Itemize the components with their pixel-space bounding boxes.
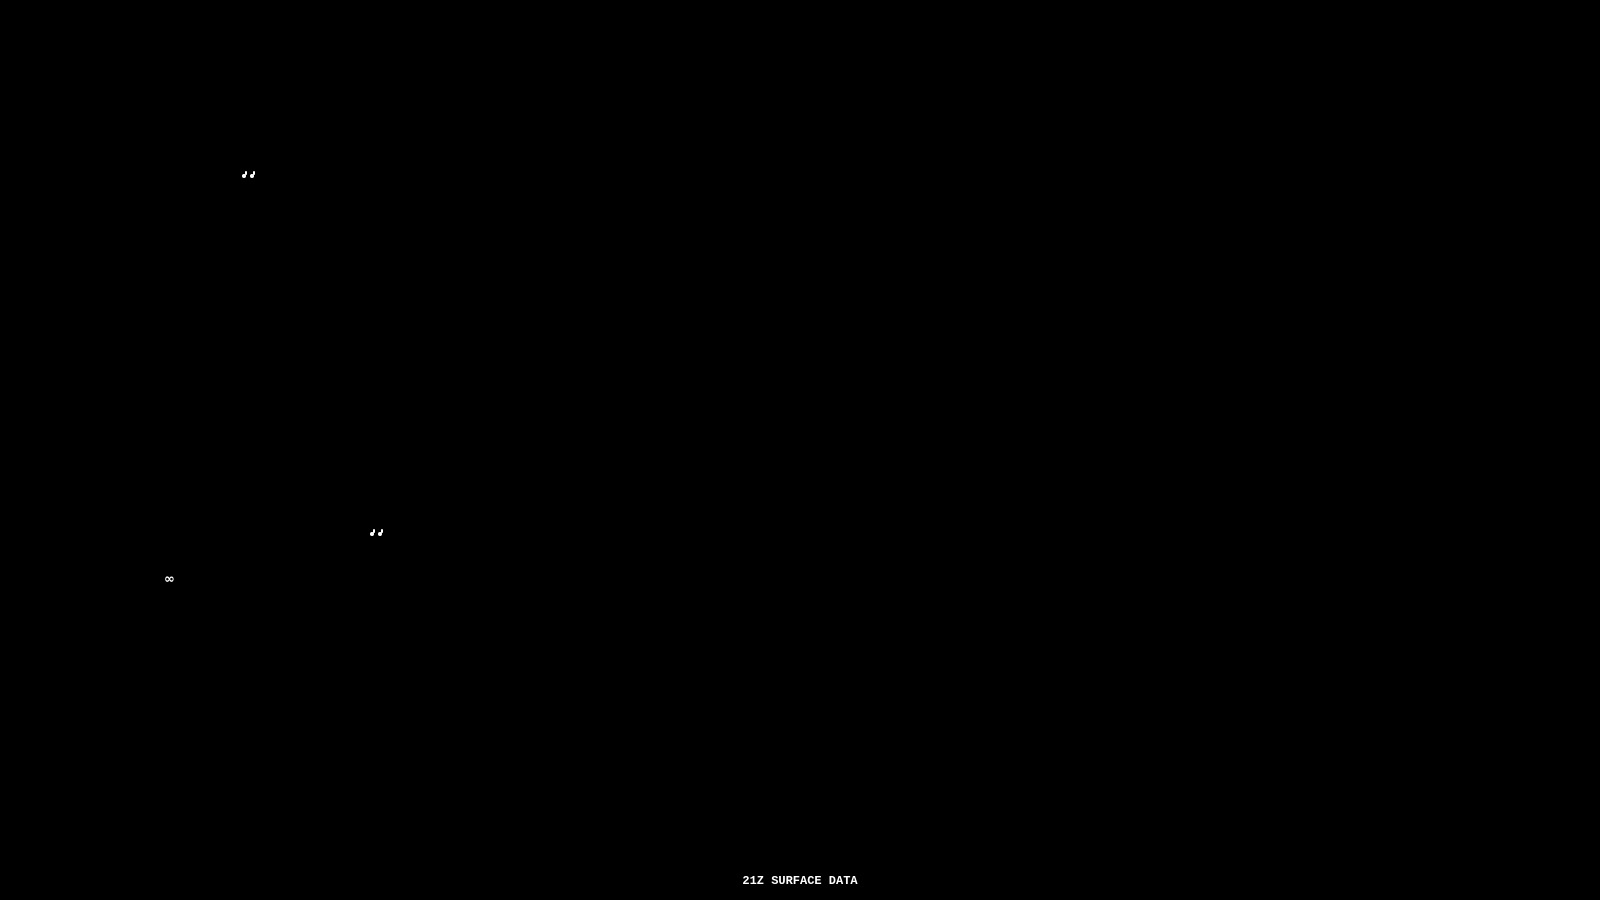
drizzle-comma-icon: [370, 529, 375, 536]
drizzle-comma-icon: [378, 529, 383, 536]
drizzle-comma-icon: [242, 171, 247, 178]
light-drizzle-symbol: [242, 171, 255, 178]
drizzle-comma-icon: [250, 171, 255, 178]
haze-symbol: ∞: [164, 572, 175, 587]
map-title: 21Z SURFACE DATA: [742, 874, 858, 888]
light-drizzle-symbol: [370, 529, 383, 536]
